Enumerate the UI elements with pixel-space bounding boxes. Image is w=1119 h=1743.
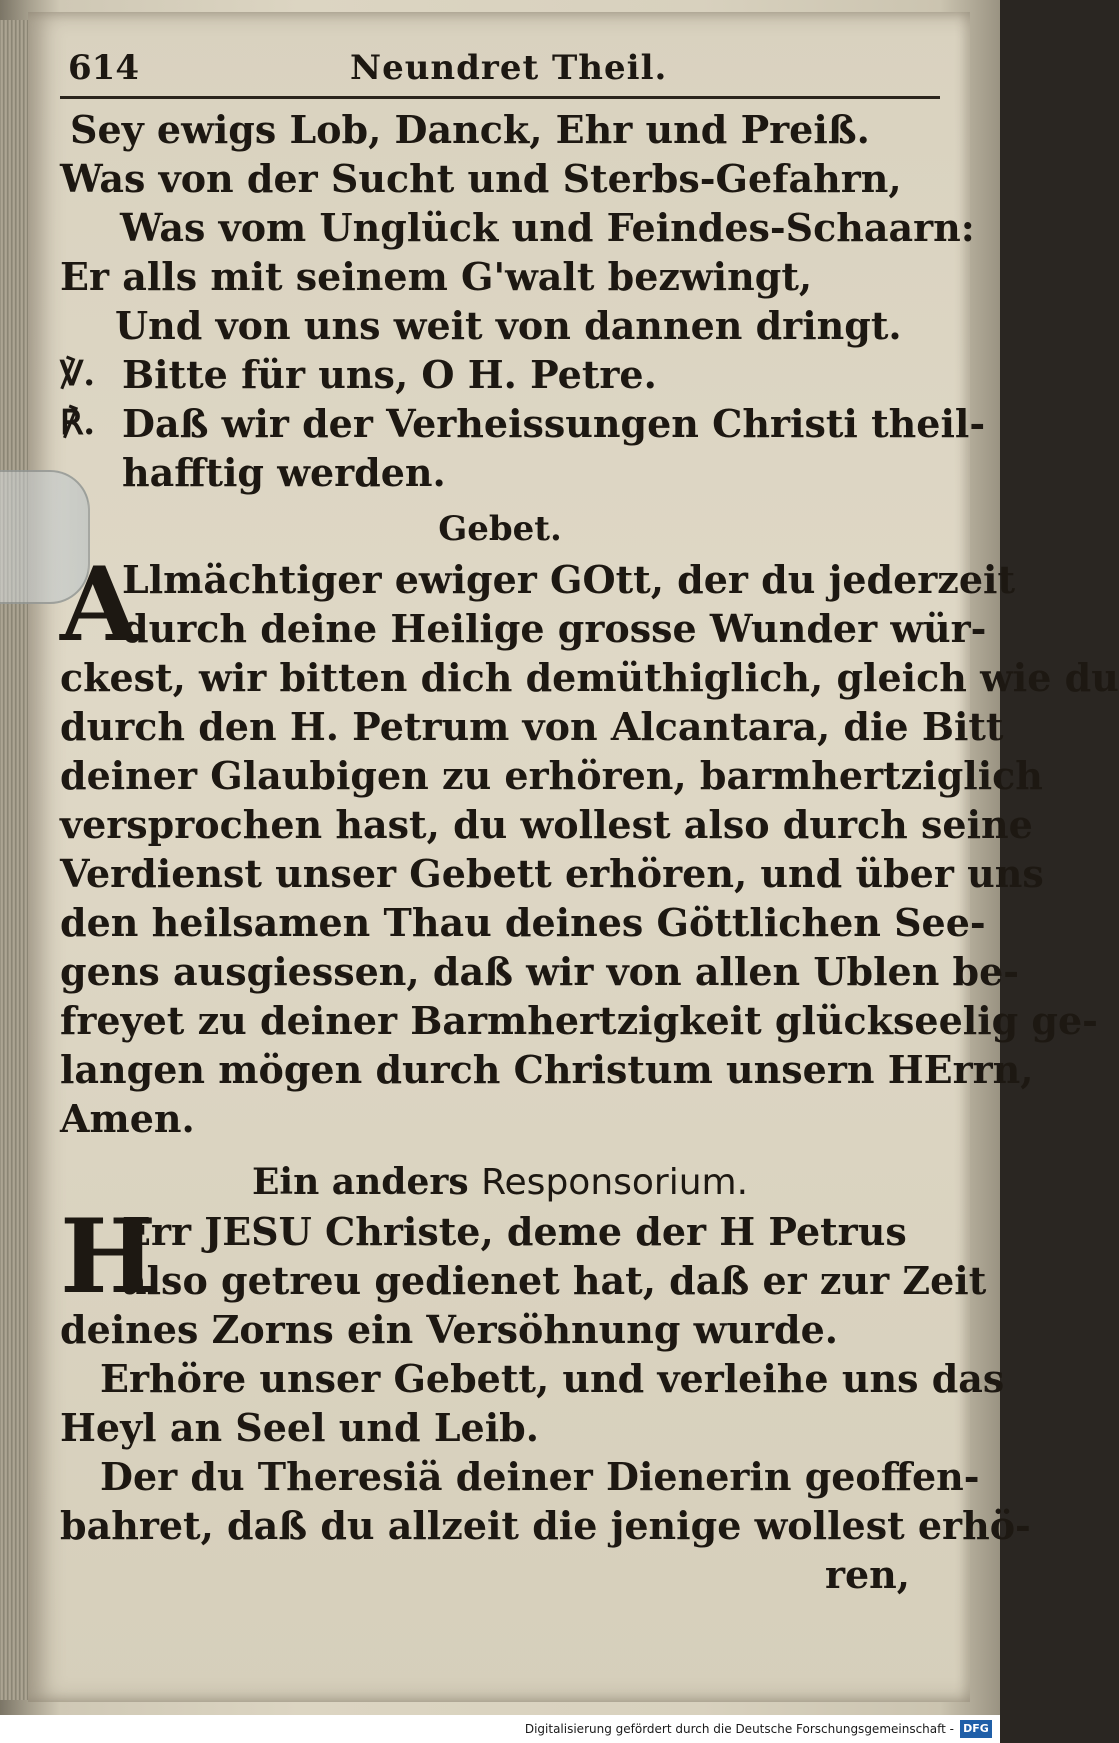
prayer-line: gens ausgiessen, daß wir von allen Ublen be- [60, 949, 1020, 994]
verse-line: Er alls mit seinem G'walt bezwingt, [60, 254, 813, 299]
prayer-line: Verdienst unser Gebett erhören, und über uns [60, 851, 1044, 896]
responsory-dropcap: H [60, 1197, 157, 1317]
page-header [60, 40, 940, 99]
hymn-verse [60, 105, 975, 350]
catchword: ren, [824, 1552, 910, 1597]
responsory-line: Err JESU Christe, deme der H Petrus [122, 1209, 907, 1254]
funding-credit: Digitalisierung gefördert durch die Deutsche Forschungsgemeinschaft - [524, 1722, 954, 1736]
verse-line: Was vom Unglück und Feindes-Schaarn: [120, 205, 975, 250]
prayer-line: Llmächtiger ewiger GOtt, der du jederzeit [122, 557, 1016, 602]
responsory-line: deines Zorns ein Versöhnung wurde. [60, 1307, 839, 1352]
responsory-heading-plain: Responsorium. [481, 1162, 749, 1203]
versicle [60, 350, 940, 399]
responsory-paragraph [60, 1197, 987, 1354]
responsory-line: also getreu gedienet hat, daß er zur Zeit [122, 1258, 987, 1303]
page-content [60, 40, 1119, 1599]
responsory-line: Der du Theresiä deiner Dienerin geoffen- [100, 1454, 980, 1499]
prayer-line: durch den H. Petrum von Alcantara, die Bitt [60, 704, 1004, 749]
responsory-heading [60, 1161, 940, 1203]
responsory-heading-bold: Ein anders [251, 1161, 469, 1203]
responsory-line: bahret, daß du allzeit die jenige wollest erhö- [60, 1503, 1031, 1548]
prayer-line: deiner Glaubigen zu erhören, barmhertziglich [60, 753, 1043, 798]
prayer-line: ckest, wir bitten dich demüthiglich, gleich wie du [60, 655, 1119, 700]
prayer-line: Amen. [60, 1096, 195, 1141]
response-text: Daß wir der Verheissungen Christi theil- [122, 401, 986, 446]
versicle-text: Bitte für uns, O H. Petre. [122, 352, 657, 397]
prayer-line: versprochen hast, du wollest also durch seine [60, 802, 1033, 847]
response-symbol: ℟. [60, 403, 96, 443]
running-head: Neundret Theil. [350, 48, 668, 88]
prayer-paragraph [60, 545, 1119, 1143]
book-page-edges [0, 20, 30, 1700]
responsory-line: Heyl an Seel und Leib. [60, 1405, 539, 1450]
digitization-footer [0, 1715, 1000, 1743]
response-text-cont: hafftig werden. [122, 450, 446, 495]
prayer-line: durch deine Heilige grosse Wunder wür- [122, 606, 987, 651]
verse-line: Und von uns weit von dannen dringt. [115, 303, 902, 348]
verse-line: Was von der Sucht und Sterbs-Gefahrn, [60, 156, 902, 201]
prayer-line: langen mögen durch Christum unsern HErrn, [60, 1047, 1034, 1092]
responsory-line: Erhöre unser Gebett, und verleihe uns das [100, 1356, 1005, 1401]
response [60, 399, 986, 448]
dfg-logo-icon: DFG [960, 1720, 992, 1738]
page-number: 614 [68, 48, 139, 88]
verse-line: Sey ewigs Lob, Danck, Ehr und Preiß. [70, 107, 870, 152]
prayer-line: den heilsamen Thau deines Göttlichen See- [60, 900, 986, 945]
versicle-symbol: ℣. [60, 354, 96, 394]
prayer-dropcap: A [60, 545, 140, 665]
prayer-heading: Gebet. [438, 509, 562, 549]
prayer-line: freyet zu deiner Barmhertzigkeit glückseelig ge- [60, 998, 1098, 1043]
